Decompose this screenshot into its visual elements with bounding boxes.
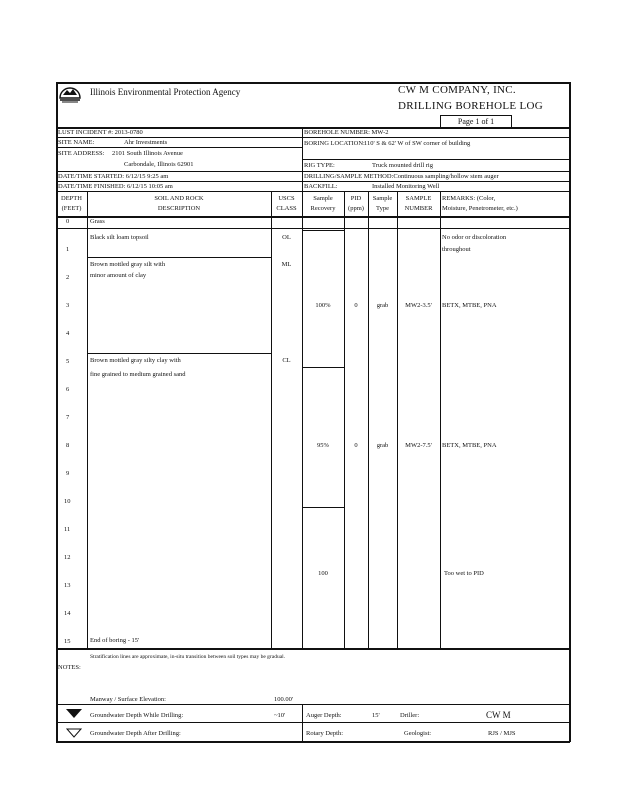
page-total: 1: [490, 117, 495, 126]
depth-tick: 0: [66, 218, 70, 225]
date-started: DATE/TIME STARTED: 6/12/15 9:25 am: [58, 173, 169, 180]
drilling-method: DRILLING/SAMPLE METHOD:Continuous sampling/hollow stem auger: [304, 173, 499, 180]
soil-end-of-boring: End of boring - 15': [90, 637, 140, 644]
header-soil: [87, 194, 271, 214]
header-sample-number: [397, 194, 440, 214]
depth-tick: 14: [64, 610, 71, 617]
depth-tick: 6: [66, 386, 70, 393]
remarks-top-line-2: throughout: [442, 246, 471, 253]
auger-label: Auger Depth:: [306, 712, 342, 719]
logo-icon: [58, 83, 82, 103]
header-sample-number-line-1: SAMPLE: [405, 195, 432, 202]
header-depth: [56, 194, 87, 214]
header-depth-line-1: DEPTH: [61, 195, 82, 202]
header-depth-line-2: (FEET): [61, 205, 82, 212]
site-address-line-1: 2101 South Illinois Avenue: [112, 150, 183, 157]
sample-1-remarks: BETX, MTBE, PNA: [442, 302, 497, 309]
header-remarks-line-1: REMARKS: (Color,: [442, 195, 496, 202]
remarks-top-line-1: No odor or discoloration: [442, 234, 507, 241]
driller-label: Driller:: [400, 712, 420, 719]
header-sample-type-line-1: Sample: [372, 195, 393, 202]
header-recovery-line-1: Sample: [313, 195, 333, 202]
depth-tick: 2: [66, 274, 70, 281]
iepa-logo: [58, 83, 82, 103]
header-recovery: [302, 194, 344, 214]
header-soil-line-2: DESCRIPTION: [157, 205, 201, 212]
geologist-label: Geologist:: [404, 730, 432, 737]
backfill-label: BACKFILL:: [304, 183, 338, 190]
depth-tick: 11: [64, 526, 71, 533]
stratification-note: Stratification lines are approximate, in-situ transition between soil types may be gradual.: [90, 654, 286, 660]
sample-3-remarks: Too wet to PID: [444, 570, 484, 577]
sample-2-pid: 0: [354, 442, 358, 449]
soil-clay-line-2: fine grained to medium grained sand: [90, 371, 186, 378]
uscs-ml: ML: [281, 261, 292, 268]
manway-value: 100.00': [274, 696, 294, 703]
header-sample-number-line-2: NUMBER: [404, 205, 433, 212]
page-of: of: [481, 117, 489, 126]
sample-2-number: MW2-7.5': [405, 442, 432, 449]
depth-tick: 5: [66, 358, 70, 365]
water-level-outline-icon: [66, 725, 82, 743]
depth-tick: 8: [66, 442, 70, 449]
depth-tick: 9: [66, 470, 70, 477]
rotary-label: Rotary Depth:: [306, 730, 344, 737]
depth-tick: 10: [64, 498, 71, 505]
depth-tick: 13: [64, 582, 71, 589]
water-level-filled-icon: [66, 706, 82, 724]
manway-label: Manway / Surface Elevation:: [90, 696, 166, 703]
soil-silt-line-1: Brown mottled gray silt with: [90, 261, 166, 268]
company-name: CW M COMPANY, INC.: [398, 84, 516, 96]
log-title: DRILLING BOREHOLE LOG: [398, 100, 544, 112]
driller-value: CW M: [486, 710, 511, 720]
uscs-ol: OL: [282, 234, 291, 241]
sample-1-number: MW2-3.5': [405, 302, 432, 309]
depth-tick: 15: [64, 638, 71, 645]
sample-1-type: grab: [376, 302, 389, 309]
lust-incident: LUST INCIDENT #: 2013-0780: [58, 129, 143, 136]
page-number: 1: [475, 117, 480, 126]
sample-3-recovery: 100: [318, 570, 328, 577]
depth-tick: 4: [66, 330, 70, 337]
gw-while-value: ~10': [274, 712, 286, 719]
header-recovery-line-2: Recovery: [310, 205, 336, 212]
gw-after-label: Groundwater Depth After Drilling:: [90, 730, 181, 737]
header-uscs: [271, 194, 302, 214]
rig-type: Truck mounted drill rig: [372, 162, 433, 169]
site-address-line-2: Carbondale, Illinois 62901: [124, 161, 194, 168]
header-remarks-line-2: Moisture, Penetrometer, etc.): [442, 205, 518, 212]
depth-tick: 12: [64, 554, 71, 561]
page-label: Page: [457, 117, 474, 126]
site-address-label: SITE ADDRESS:: [58, 150, 105, 157]
rig-type-label: RIG TYPE:: [304, 162, 335, 169]
date-finished: DATE/TIME FINISHED: 6/12/15 10:05 am: [58, 183, 173, 190]
boring-location-label: BORING LOCATION:: [304, 140, 365, 147]
depth-tick: 3: [66, 302, 70, 309]
agency-name: Illinois Environmental Protection Agency: [90, 87, 241, 97]
sample-1-pid: 0: [354, 302, 358, 309]
header-pid-line-2: (ppm): [348, 205, 364, 212]
depth-tick: 7: [66, 414, 70, 421]
header-sample-type-line-2: Type: [376, 205, 389, 212]
boring-location: 110' S & 62' W of SW corner of building: [364, 140, 471, 147]
header-sample-type: [368, 194, 397, 214]
sample-2-recovery: 95%: [317, 442, 329, 449]
gw-while-label: Groundwater Depth While Drilling:: [90, 712, 184, 719]
site-name: Ahr Investments: [124, 139, 168, 146]
depth-tick: 1: [66, 246, 70, 253]
soil-silt-line-2: minor amount of clay: [90, 272, 147, 279]
uscs-cl: CL: [282, 357, 291, 364]
header-pid: [344, 194, 368, 214]
soil-grass: Grass: [90, 218, 105, 225]
header-soil-line-1: SOIL AND ROCK: [154, 195, 204, 202]
sample-2-remarks: BETX, MTBE, PNA: [442, 442, 497, 449]
header-pid-line-1: PID: [350, 195, 362, 202]
header-uscs-line-2: CLASS: [276, 205, 297, 212]
borehole-number: BOREHOLE NUMBER: MW-2: [304, 129, 389, 136]
sample-1-recovery: 100%: [315, 302, 331, 309]
site-name-label: SITE NAME:: [58, 139, 95, 146]
header-remarks: [442, 194, 518, 214]
sample-2-type: grab: [376, 442, 389, 449]
notes-label: NOTES:: [58, 664, 81, 671]
geologist-value: RJS / MJS: [488, 730, 516, 737]
soil-topsoil: Black silt loam topsoil: [90, 234, 149, 241]
auger-value: 15': [372, 712, 380, 719]
soil-clay-line-1: Brown mottled gray silty clay with: [90, 357, 181, 364]
backfill: Installed Monitoring Well: [372, 183, 440, 190]
header-uscs-line-1: USCS: [278, 195, 295, 202]
